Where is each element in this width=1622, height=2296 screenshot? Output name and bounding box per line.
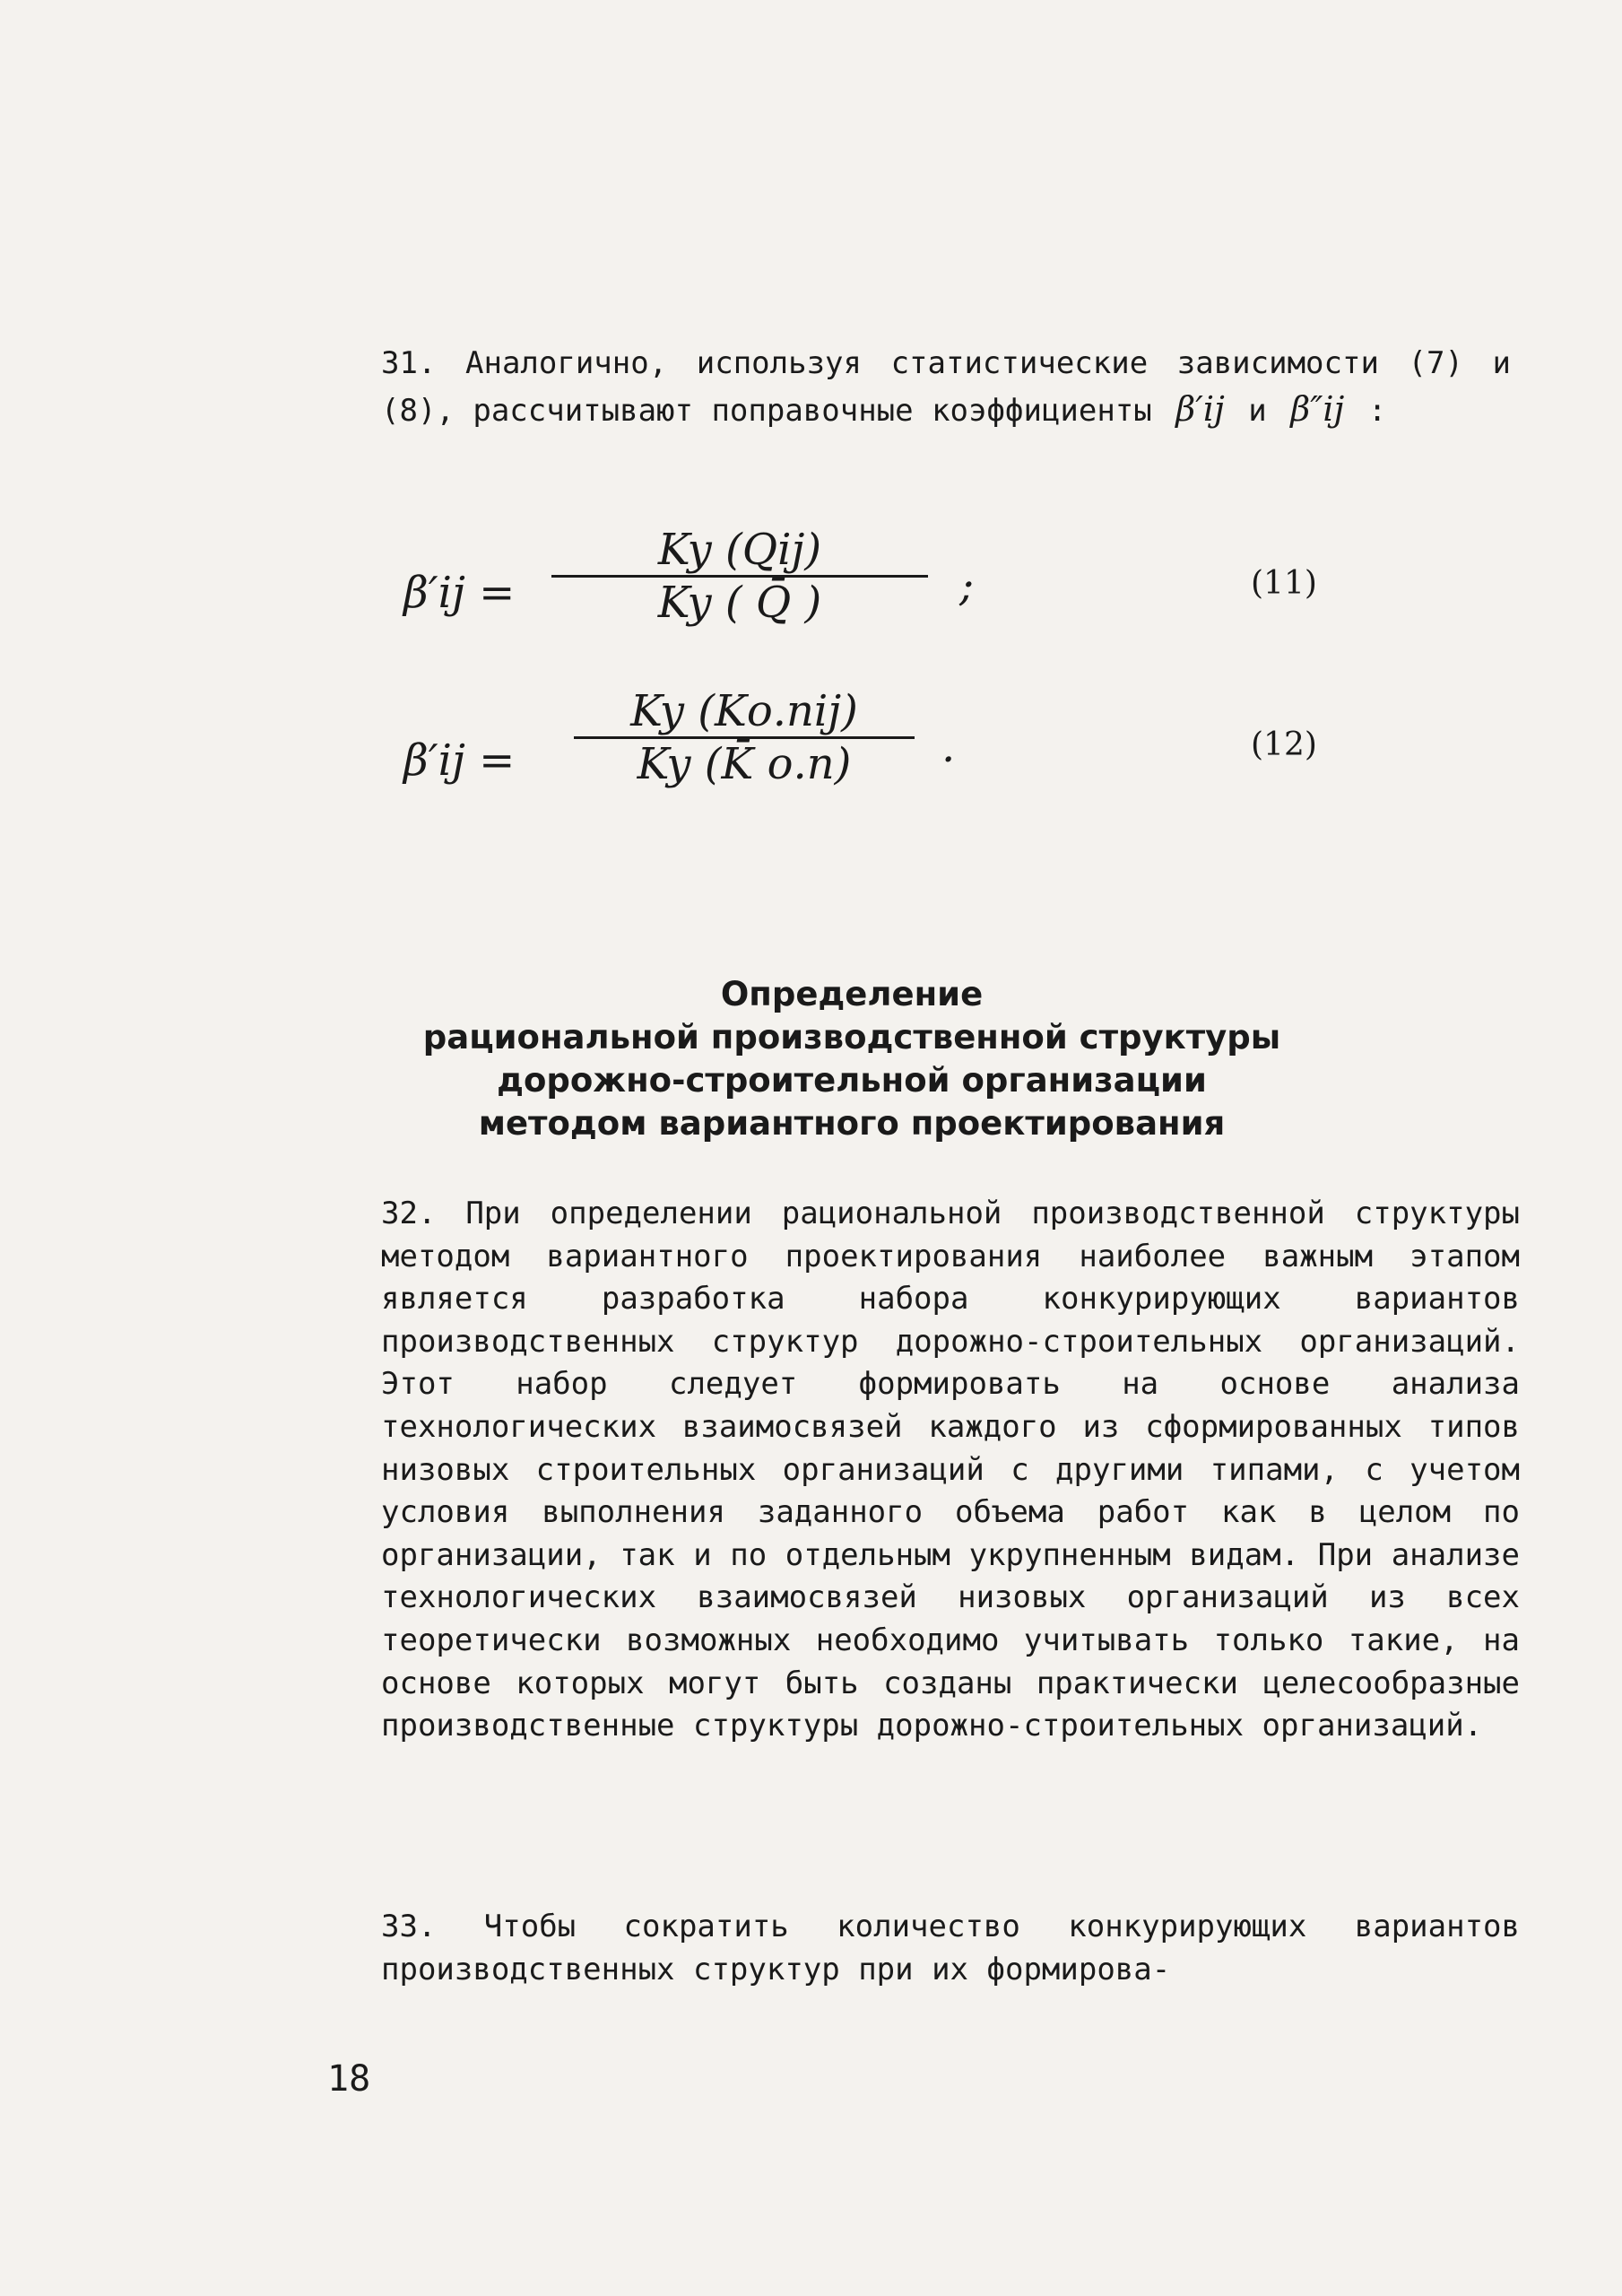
formula-12-lhs: β′ij = <box>403 735 516 786</box>
heading-line-4: методом вариантного проектирования <box>478 1104 1226 1143</box>
equation-number-11: (11) <box>1251 565 1317 602</box>
coefficient-beta-double-prime: β″ij <box>1290 388 1345 429</box>
formula-12-fraction <box>574 686 915 789</box>
formula-11-numerator: Ky (Qij) <box>657 525 822 575</box>
paragraph-31-text: 31. Аналогично, используя статистические зависимости (7) и (8), рассчитывают поправочные коэффициенты <box>381 345 1511 429</box>
paragraph-32: 32. При определении рациональной производственной структуры методом вариантного проектирования наиболее важным этапом является разработка набора конкурирующих вариантов производственных структур дорожно-строительных организаций. Этот набор следует формировать на основе анализа технологических взаимосвязей каждого из сформированных типов низовых строительных организаций с другими типами, с учетом условия выполнения заданного объема работ как в целом по организации, так и по отдельным укрупненным видам. При анализе технологических взаимосвязей низовых организаций из всех теоретически возможных необходимо учитывать только такие, на основе которых могут быть созданы практически целесообразные производственные структуры дорожно-строительных организаций. <box>381 1196 1520 1744</box>
coefficient-beta-prime: β′ij <box>1175 388 1225 429</box>
colon: : <box>1367 392 1387 429</box>
paragraph-33: 33. Чтобы сократить количество конкурирующих вариантов производственных структур при их формирова- <box>381 1909 1520 1987</box>
paragraph-31 <box>318 343 1511 433</box>
heading-line-1: Определение <box>720 975 984 1013</box>
page-number: 18 <box>327 2058 371 2100</box>
section-heading <box>359 973 1345 1145</box>
formula-12-numerator: Ky (Kо.пij) <box>630 686 858 736</box>
formula-11-fraction <box>551 525 928 628</box>
equation-number-12: (12) <box>1251 726 1317 763</box>
formula-11-denominator: Ky ( Q̄ ) <box>657 578 822 628</box>
formula-11-punct: ; <box>959 561 975 611</box>
formula-12-punct: . <box>941 722 956 772</box>
formula-12-denominator: Ky (K̄ о.п) <box>637 739 852 789</box>
connector-word: и <box>1248 392 1267 429</box>
heading-line-3: дорожно-строительной организации <box>497 1061 1207 1100</box>
formula-11-lhs: β′ij = <box>403 568 516 618</box>
heading-line-2: рациональной производственной структуры <box>422 1018 1281 1057</box>
